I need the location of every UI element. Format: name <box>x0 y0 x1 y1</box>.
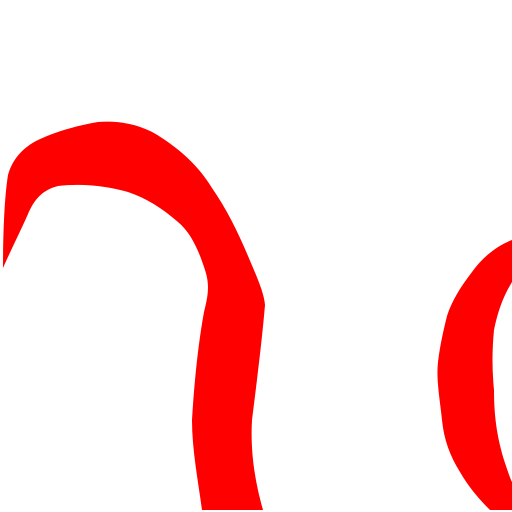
right-curve-stroke <box>437 240 512 510</box>
left-arch-stroke <box>3 122 265 510</box>
